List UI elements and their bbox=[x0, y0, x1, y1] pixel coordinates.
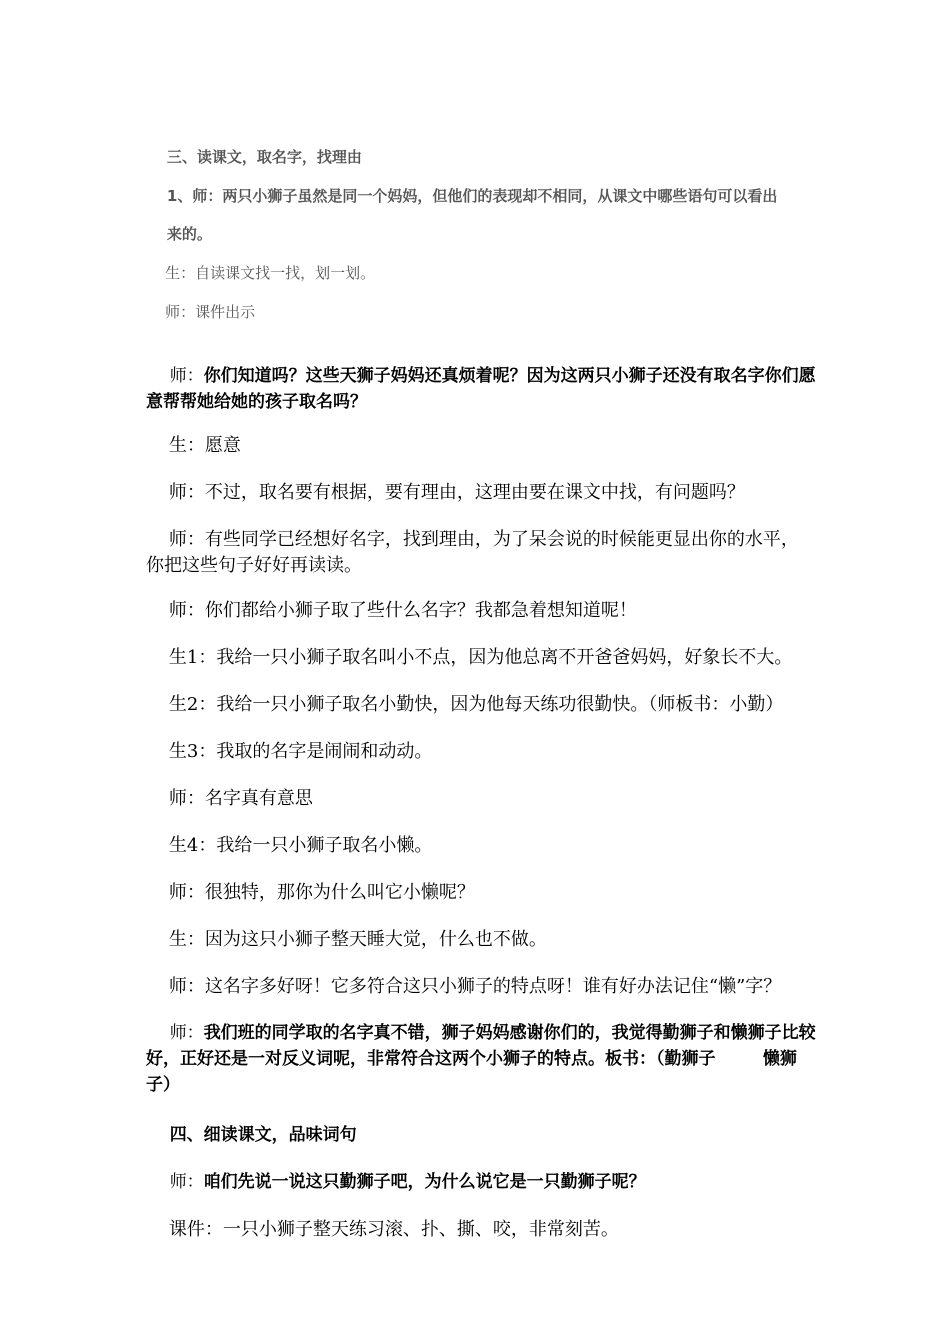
section-heading-3-text: 三、读课文，取名字，找理由 bbox=[166, 148, 362, 166]
teacher-reason-rule-text: 师：不过，取名要有根据，要有理由，这理由要在课文中找，有问题吗？ bbox=[168, 482, 745, 503]
speaker-prefix: 师： bbox=[169, 1023, 204, 1043]
student-sleep-answer-text: 生：因为这只小狮子整天睡大觉，什么也不做。 bbox=[168, 929, 547, 950]
student-self-read-text: 生：自读课文找一找，划一划。 bbox=[165, 264, 376, 282]
teacher-remember-char-text: 师：这名字多好呀！它多符合这只小狮子的特点呀！谁有好办法记住“懒”字？ bbox=[168, 976, 782, 997]
courseware-sentence-text: 课件：一只小狮子整天练习滚、扑、撕、咬，非常刻苦。 bbox=[168, 1219, 619, 1240]
teacher-courseware bbox=[146, 282, 816, 342]
section-heading-4-text: 四、细读课文，品味词句 bbox=[169, 1125, 357, 1145]
teacher-courseware-text: 师：课件出示 bbox=[165, 303, 256, 321]
teacher-question-text-2: 来的。 bbox=[166, 225, 212, 243]
student-4-answer-text: 生4：我给一只小狮子取名小懒。 bbox=[168, 835, 433, 856]
teacher-naming-prompt-text: 你们知道吗？这些天狮子妈妈还真烦着呢？因为这两只小狮子还没有取名字你们愿意帮帮她给她的孩子取名吗？ bbox=[146, 366, 816, 412]
student-3-answer-text: 生3：我取的名字是闹闹和动动。 bbox=[168, 741, 433, 762]
speaker-prefix: 师： bbox=[169, 1172, 204, 1192]
teacher-reread-text: 师：有些同学已经想好名字，找到理由，为了呆会说的时候能更显出你的水平，你把这些句子好好再读读。 bbox=[146, 529, 799, 576]
student-willing-text: 生：愿意 bbox=[168, 435, 241, 456]
speaker-prefix: 师： bbox=[169, 366, 204, 386]
teacher-summary-text: 我们班的同学取的名字真不错，狮子妈妈感谢你们的，我觉得勤狮子和懒狮子比较好，正好还是一对反义词呢，非常符合这两个小狮子的特点。板书：（勤狮子 懒狮子） bbox=[146, 1023, 816, 1095]
teacher-unique-text: 师：很独特，那你为什么叫它小懒呢？ bbox=[168, 882, 475, 903]
teacher-ask-names-text: 师：你们都给小狮子取了些什么名字？我都急着想知道呢！ bbox=[168, 600, 637, 621]
teacher-question-text-1: 1、师：两只小狮子虽然是同一个妈妈，但他们的表现却不相同，从课文中哪些语句可以看出 bbox=[166, 187, 778, 205]
courseware-sentence bbox=[146, 1191, 816, 1269]
student-2-answer-text: 生2：我给一只小狮子取名小勤快，因为他每天练功很勤快。（师板书：小勤） bbox=[168, 694, 784, 715]
teacher-interesting-text: 师：名字真有意思 bbox=[168, 788, 313, 809]
teacher-diligent-question-text: 咱们先说一说这只勤狮子吧，为什么说它是一只勤狮子呢？ bbox=[203, 1172, 646, 1192]
student-1-answer-text: 生1：我给一只小狮子取名叫小不点，因为他总离不开爸爸妈妈，好象长不大。 bbox=[168, 647, 793, 668]
